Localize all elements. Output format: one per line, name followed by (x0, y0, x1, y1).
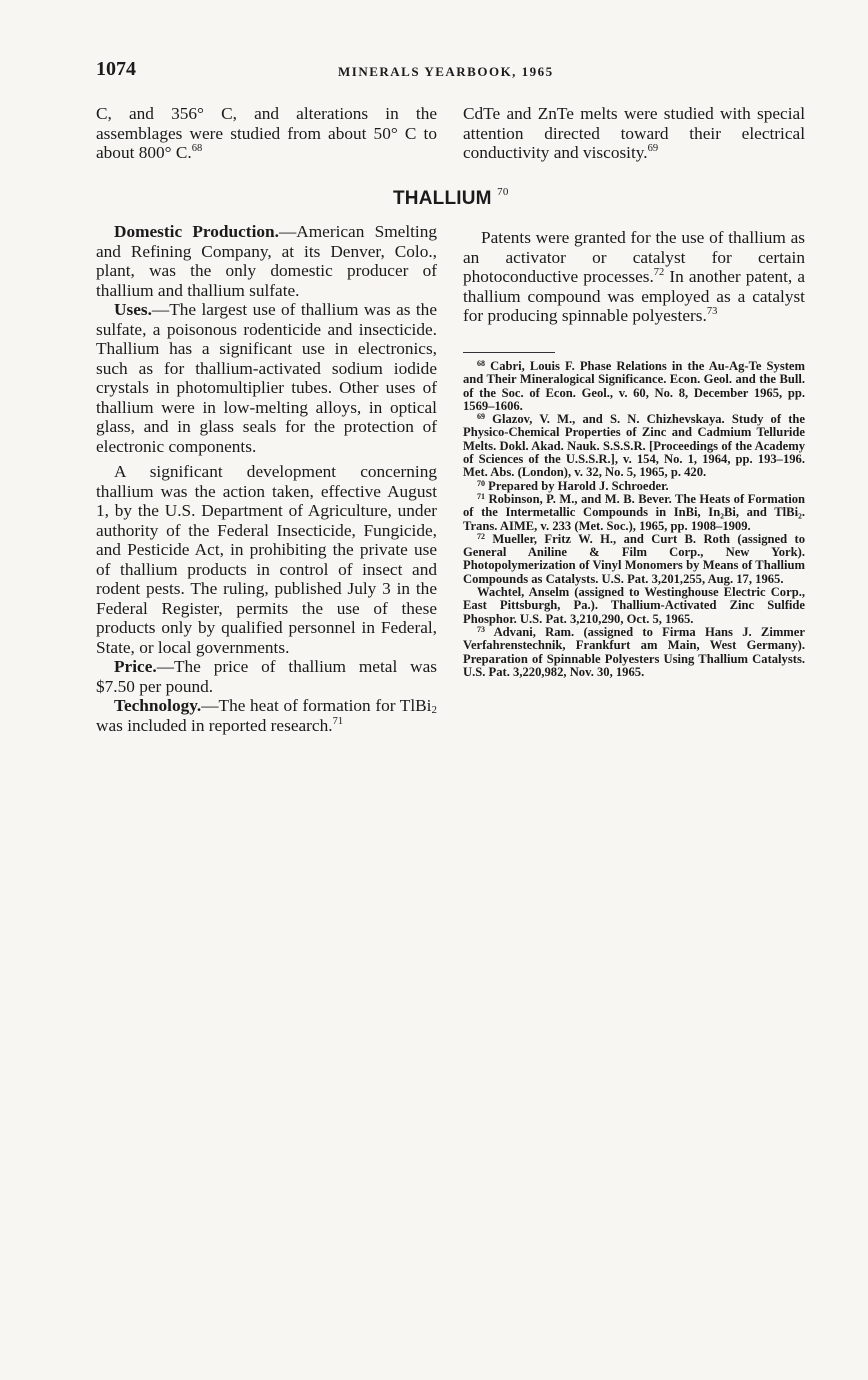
section-title (393, 188, 509, 210)
section-title-text: THALLIUM (393, 188, 492, 209)
run-in-heading: Price. (114, 657, 157, 676)
paragraph-patents (463, 228, 805, 326)
paragraph-text: —The heat of formation for TlBi (201, 696, 432, 715)
footnote (463, 533, 805, 586)
footnote (463, 413, 805, 479)
footnote-ref: 70 (497, 186, 509, 198)
footnote-ref: 71 (332, 715, 344, 727)
footnote-number: 68 (477, 359, 485, 368)
paragraph-domestic-production (96, 222, 437, 300)
paragraph-text: —The price of thallium metal was $7.50 per pound. (96, 657, 437, 696)
footnote-text: Advani, Ram. (assigned to Firma Hans J. Zimmer Verfahrenstechnik, Frankfurt am Main, West Germany). Preparation of Spinnable Polyesters Using Thallium Catalysts. U.S. Pat. 3,220,982, Nov. 30, 1965. (463, 624, 805, 679)
paragraph-text: A significant development concerning thallium was the action taken, effective August 1, by the U.S. Department of Agriculture, under authority of the Federal Insecticide, Fungicide, and Pesticide Act, in prohibiting the private use of thallium products in control of insect and rodent pests. The ruling, published July 3 in the Federal Register, permits the use of these products only by qualified personnel in Federal, State, or local governments. (96, 462, 437, 657)
footnote-ref: 68 (191, 143, 203, 154)
footnote (463, 480, 805, 493)
footnote-number: 69 (477, 412, 485, 422)
footnote (463, 626, 805, 679)
running-head: MINERALS YEARBOOK, 1965 (338, 64, 554, 79)
footnote-text: Mueller, Fritz W. H., and Curt B. Roth (assigned to General Aniline & Film Corp., New York). Photopolymerization of Vinyl Monomers by Means of Thallium Compounds as Catalysts. U.S. Pat. 3,201,255, Aug. 17, 1965. (463, 531, 805, 586)
footnote-ref: 69 (647, 143, 659, 154)
footnote (463, 586, 805, 626)
run-in-heading: Uses. (114, 300, 152, 319)
paragraph-technology (96, 696, 437, 735)
paragraph-text: was included in reported research. (96, 715, 333, 735)
footnote-text: Cabri, Louis F. Phase Relations in the Au-Ag-Te System and Their Mineralogical Significance. Econ. Geol. and the Bull. of the Soc. of Econ. Geol., v. 60, No. 8, December 1965, pp. 1569–1606. (463, 359, 805, 413)
carryover-left (96, 104, 437, 163)
footnote-ref: 72 (653, 267, 665, 278)
left-column (96, 222, 437, 735)
run-in-heading: Technology. (114, 696, 202, 715)
footnote-number: 72 (477, 531, 485, 541)
paragraph-text: Patents were granted for the use of thallium as an activator or catalyst for certain photoconductive processes. (463, 228, 805, 286)
paragraph-text: —American Smelting and Refining Company, at its Denver, Colo., plant, was the only domestic producer of thallium and thallium sulfate. (96, 222, 437, 300)
footnote (463, 360, 805, 413)
paragraph-text: In another patent, a thallium compound was employed as a catalyst for producing spinnable polyesters. (463, 267, 805, 325)
paragraph-uses (96, 300, 437, 456)
footnote-text: Prepared by Harold J. Schroeder. (488, 478, 669, 493)
paragraph-text: —The largest use of thallium was as the sulfate, a poisonous rodenticide and insecticide. Thallium has a significant use in electronics, such as for thallium-activated sodium iodide crystals in photomultiplier tubes. Other uses of thallium were in low-melting alloys, in optical glass, and in glass seals for the protection of electronic components. (96, 300, 437, 456)
carryover-right (463, 104, 805, 163)
paragraph-price (96, 657, 437, 696)
footnotes (463, 360, 805, 679)
run-in-heading: Domestic Production. (114, 222, 279, 241)
subscript: 2 (431, 704, 437, 716)
carryover-left-text: C, and 356° C, and alterations in the assemblages were studied from about 50° C to about 800° C. (96, 104, 437, 162)
footnote-text: Wachtel, Anselm (assigned to Westinghouse Electric Corp., East Pittsburgh, Pa.). Thallium-Activated Zinc Sulfide Phosphor. U.S. Pat. 3,210,290, Oct. 5, 1965. (463, 585, 805, 626)
right-column (463, 228, 805, 326)
footnote-text: Robinson, P. M., and M. B. Bever. The Heats of Formation of the Intermetallic Compounds in InBi, In₂Bi, and TlBi₂. Trans. AIME, v. 233 (Met. Soc.), 1965, pp. 1908–1909. (463, 491, 805, 533)
page-number: 1074 (96, 58, 136, 80)
footnote-ref: 73 (706, 306, 718, 317)
footnote-text: Glazov, V. M., and S. N. Chizhevskaya. Study of the Physico-Chemical Properties of Zinc and Cadmium Telluride Melts. Dokl. Akad. Nauk. S.S.S.R. [Proceedings of the Academy of Sciences of the U.S.S.R.], v. 154, No. 1, 1964, pp. 193–196. Met. Abs. (London), v. 32, No. 5, 1965, p. 420. (463, 412, 805, 480)
footnote-number: 70 (477, 478, 485, 488)
footnote-number: 73 (477, 624, 485, 634)
footnote-divider (463, 352, 555, 353)
paragraph-development (96, 462, 437, 657)
footnote (463, 493, 805, 533)
footnote-number: 71 (477, 491, 485, 501)
carryover-right-text: CdTe and ZnTe melts were studied with special attention directed toward their electrical conductivity and viscosity. (463, 104, 805, 162)
